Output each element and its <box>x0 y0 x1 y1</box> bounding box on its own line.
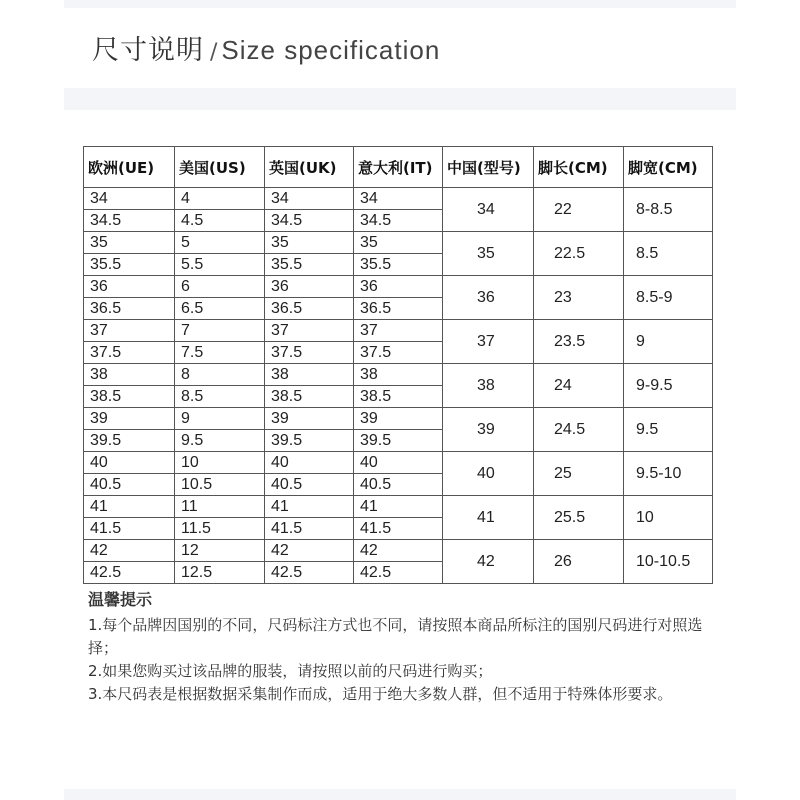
foot-width-cell: 8.5-9 <box>624 276 713 320</box>
size-cell: 4 <box>175 188 265 210</box>
size-cell: 42 <box>84 540 175 562</box>
size-cell: 41.5 <box>265 518 354 540</box>
size-cell: 40.5 <box>84 474 175 496</box>
table-row <box>84 232 713 254</box>
cn-size-cell: 38 <box>443 364 534 408</box>
size-cell: 40 <box>84 452 175 474</box>
size-cell: 38 <box>265 364 354 386</box>
top-band <box>64 0 736 8</box>
cn-size-cell: 41 <box>443 496 534 540</box>
table-header-row <box>84 147 713 188</box>
size-table-body <box>84 147 713 584</box>
table-row <box>84 364 713 386</box>
size-cell: 36 <box>84 276 175 298</box>
size-cell: 42.5 <box>84 562 175 584</box>
size-cell: 39 <box>354 408 443 430</box>
foot-length-cell: 25.5 <box>534 496 624 540</box>
size-cell: 38 <box>84 364 175 386</box>
cn-size-cell: 39 <box>443 408 534 452</box>
tips-title: 温馨提示 <box>88 590 153 609</box>
size-cell: 34 <box>84 188 175 210</box>
size-cell: 41 <box>84 496 175 518</box>
foot-length-cell: 25 <box>534 452 624 496</box>
foot-width-cell: 10 <box>624 496 713 540</box>
size-cell: 40.5 <box>265 474 354 496</box>
size-cell: 42 <box>265 540 354 562</box>
size-cell: 39 <box>84 408 175 430</box>
cn-size-cell: 35 <box>443 232 534 276</box>
table-row <box>84 188 713 210</box>
size-cell: 11.5 <box>175 518 265 540</box>
column-header: 美国(US) <box>175 147 265 188</box>
column-header: 脚宽(CM) <box>624 147 713 188</box>
foot-length-cell: 24.5 <box>534 408 624 452</box>
size-cell: 41.5 <box>84 518 175 540</box>
cn-size-cell: 34 <box>443 188 534 232</box>
size-cell: 8 <box>175 364 265 386</box>
size-cell: 35 <box>354 232 443 254</box>
foot-width-cell: 9-9.5 <box>624 364 713 408</box>
title-separator: / <box>210 40 218 65</box>
size-cell: 42 <box>354 540 443 562</box>
column-header: 中国(型号) <box>443 147 534 188</box>
size-cell: 40 <box>354 452 443 474</box>
cn-size-cell: 40 <box>443 452 534 496</box>
size-cell: 37.5 <box>84 342 175 364</box>
foot-length-cell: 22.5 <box>534 232 624 276</box>
foot-length-cell: 26 <box>534 540 624 584</box>
size-cell: 37.5 <box>265 342 354 364</box>
size-cell: 5.5 <box>175 254 265 276</box>
foot-width-cell: 9.5 <box>624 408 713 452</box>
size-cell: 41 <box>265 496 354 518</box>
size-cell: 7.5 <box>175 342 265 364</box>
size-cell: 35.5 <box>84 254 175 276</box>
foot-width-cell: 8.5 <box>624 232 713 276</box>
size-cell: 38.5 <box>265 386 354 408</box>
size-cell: 11 <box>175 496 265 518</box>
size-cell: 35 <box>84 232 175 254</box>
size-cell: 37 <box>354 320 443 342</box>
size-cell: 12 <box>175 540 265 562</box>
size-cell: 39.5 <box>354 430 443 452</box>
size-cell: 34.5 <box>265 210 354 232</box>
table-row <box>84 276 713 298</box>
size-cell: 42.5 <box>265 562 354 584</box>
size-cell: 9.5 <box>175 430 265 452</box>
size-cell: 36.5 <box>354 298 443 320</box>
table-row <box>84 408 713 430</box>
foot-length-cell: 24 <box>534 364 624 408</box>
column-header: 意大利(IT) <box>354 147 443 188</box>
header-divider-band <box>64 88 736 110</box>
foot-length-cell: 23 <box>534 276 624 320</box>
size-cell: 36 <box>354 276 443 298</box>
size-cell: 37 <box>84 320 175 342</box>
size-cell: 41.5 <box>354 518 443 540</box>
cn-size-cell: 37 <box>443 320 534 364</box>
table-row <box>84 452 713 474</box>
size-cell: 39.5 <box>265 430 354 452</box>
size-cell: 8.5 <box>175 386 265 408</box>
size-cell: 39 <box>265 408 354 430</box>
table-row <box>84 540 713 562</box>
page-title-en: Size specification <box>221 35 441 65</box>
size-cell: 7 <box>175 320 265 342</box>
size-cell: 34.5 <box>84 210 175 232</box>
size-cell: 36.5 <box>84 298 175 320</box>
size-cell: 38.5 <box>354 386 443 408</box>
foot-length-cell: 22 <box>534 188 624 232</box>
cn-size-cell: 36 <box>443 276 534 320</box>
tips-section <box>88 588 728 706</box>
size-cell: 38 <box>354 364 443 386</box>
size-cell: 38.5 <box>84 386 175 408</box>
foot-width-cell: 8-8.5 <box>624 188 713 232</box>
tip-item-1: 1.每个品牌因国别的不同，尺码标注方式也不同，请按照本商品所标注的国别尺码进行对照选择； <box>88 616 703 657</box>
size-cell: 6 <box>175 276 265 298</box>
size-cell: 35.5 <box>354 254 443 276</box>
size-cell: 40.5 <box>354 474 443 496</box>
size-cell: 6.5 <box>175 298 265 320</box>
column-header: 脚长(CM) <box>534 147 624 188</box>
table-row <box>84 496 713 518</box>
size-cell: 36 <box>265 276 354 298</box>
tip-item-2: 2.如果您购买过该品牌的服装，请按照以前的尺码进行购买； <box>88 662 493 680</box>
bottom-band <box>64 789 736 800</box>
page-title-cn: 尺寸说明 <box>92 35 204 66</box>
size-cell: 36.5 <box>265 298 354 320</box>
foot-width-cell: 9.5-10 <box>624 452 713 496</box>
size-cell: 10 <box>175 452 265 474</box>
foot-length-cell: 23.5 <box>534 320 624 364</box>
size-cell: 5 <box>175 232 265 254</box>
size-cell: 34 <box>354 188 443 210</box>
size-cell: 41 <box>354 496 443 518</box>
size-cell: 10.5 <box>175 474 265 496</box>
size-cell: 37.5 <box>354 342 443 364</box>
size-cell: 35 <box>265 232 354 254</box>
table-row <box>84 320 713 342</box>
size-cell: 40 <box>265 452 354 474</box>
column-header: 英国(UK) <box>265 147 354 188</box>
foot-width-cell: 10-10.5 <box>624 540 713 584</box>
tip-item-3: 3.本尺码表是根据数据采集制作而成，适用于绝大多数人群，但不适用于特殊体形要求。 <box>88 685 673 703</box>
size-cell: 34.5 <box>354 210 443 232</box>
size-cell: 9 <box>175 408 265 430</box>
size-cell: 4.5 <box>175 210 265 232</box>
size-cell: 35.5 <box>265 254 354 276</box>
size-cell: 12.5 <box>175 562 265 584</box>
size-table <box>83 146 713 584</box>
column-header: 欧洲(UE) <box>84 147 175 188</box>
page-header <box>92 28 440 67</box>
foot-width-cell: 9 <box>624 320 713 364</box>
size-cell: 39.5 <box>84 430 175 452</box>
size-cell: 42.5 <box>354 562 443 584</box>
cn-size-cell: 42 <box>443 540 534 584</box>
size-cell: 37 <box>265 320 354 342</box>
size-cell: 34 <box>265 188 354 210</box>
